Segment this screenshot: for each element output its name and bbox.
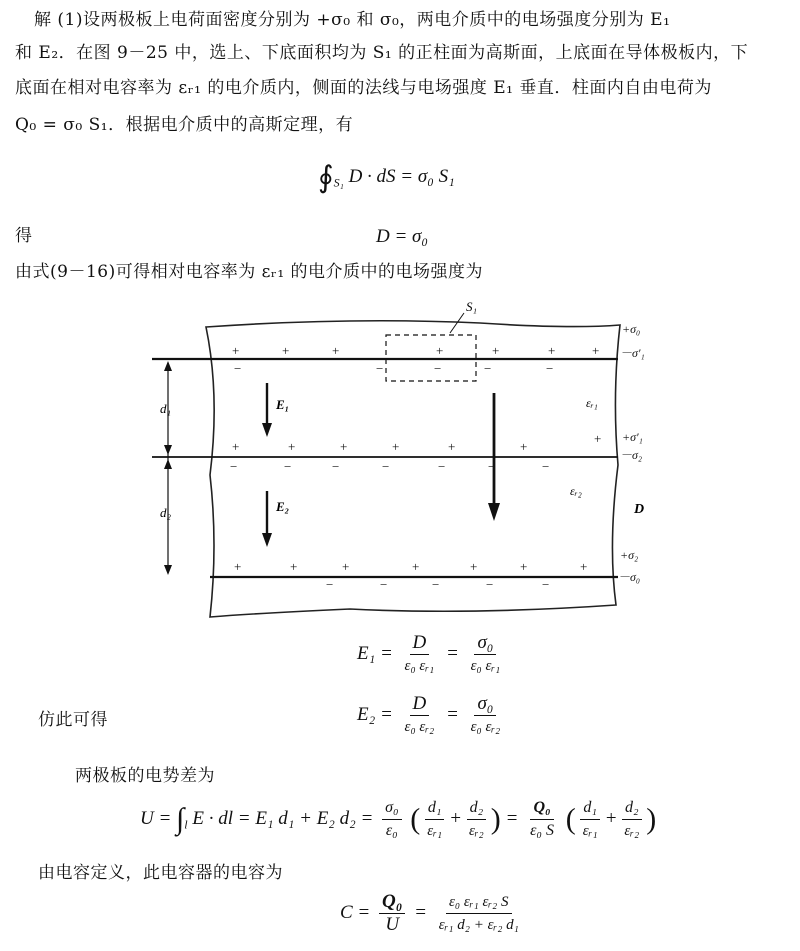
- svg-text:+: +: [392, 439, 400, 454]
- svg-text:+: +: [594, 431, 602, 446]
- equation-U: $U = \int_l$ E · dl = E₁ d₁ + E₂ d₂ = $\frac{\text{σ₀}}{\text{ε₀}}$ ( $\frac{\text{d₁}}{\text{εᵣ₁}}$ + $\frac{\text{d₂}}{\text{εᵣ₂}}$ ) = $\frac{\text{Q₀}}{\text{ε₀ S}}$ ( $\frac{\text{d₁}}{\text{εᵣ₁}}$ + $\frac{\text{d₂}}{\text{εᵣ₂}}$ ): [140, 799, 657, 839]
- svg-text:+: +: [492, 343, 500, 358]
- svg-text:+: +: [580, 559, 588, 574]
- label-E1: E₁: [276, 397, 290, 412]
- svg-text:+: +: [232, 439, 240, 454]
- text-de: 得: [15, 226, 33, 246]
- text-fangci: 仿此可得: [38, 710, 108, 730]
- E2-frac-1: $\frac{D}{\text{ε₀ εᵣ₂}}$: [404, 693, 435, 735]
- text-line-4: Q₀ = σ₀ S₁．根据电介质中的高斯定理，有: [15, 115, 354, 135]
- charge-signs: [230, 343, 601, 592]
- svg-text:−: −: [546, 361, 554, 376]
- text-line-1: 解 (1)设两极板上电荷面密度分别为 +σ₀ 和 σ₀，两电介质中的电场强度分别为 E₁: [34, 10, 671, 30]
- label-er1: εᵣ₁: [586, 396, 598, 410]
- equation-D: D = σ₀: [376, 226, 429, 247]
- E1-lhs: E₁ =: [357, 642, 393, 664]
- text-line-2: 和 E₂．在图 9－25 中，选上、下底面积均为 S₁ 的正柱面为高斯面，上底面在导体极板内，下: [15, 43, 749, 63]
- text-cap-intro: 由电容定义，此电容器的电容为: [38, 863, 283, 883]
- svg-text:+: +: [470, 559, 478, 574]
- equation-E1: E₁ = $\frac{D}{\text{ε₀ εᵣ₁}}$ = $\frac{\text{σ₀}}{\text{ε₀ εᵣ₁}}$: [357, 633, 507, 676]
- svg-text:+: +: [290, 559, 298, 574]
- integral-sign: ∫: [176, 802, 185, 836]
- gauss-body: D · dS = σ₀ S₁: [348, 165, 455, 187]
- equation-C: C = $\frac{\text{Q₀}}{U}$ = $\frac{\text{ε₀ εᵣ₁ εᵣ₂ S}}{\text{εᵣ₁ d₂ + εᵣ₂ d₁}}$: [340, 892, 526, 935]
- svg-text:−: −: [434, 361, 442, 376]
- svg-text:+: +: [342, 559, 350, 574]
- equation-E2: E₂ = $\frac{D}{\text{ε₀ εᵣ₂}}$ = $\frac{\text{σ₀}}{\text{ε₀ εᵣ₂}}$: [357, 694, 507, 737]
- text-line-3: 底面在相对电容率为 εᵣ₁ 的电介质内，侧面的法线与电场强度 E₁ 垂直．柱面内自由电荷为: [15, 78, 712, 98]
- svg-text:−: −: [234, 361, 242, 376]
- label-E2: E₂: [276, 499, 290, 514]
- label-minus-sigma1p: －σ′₁: [620, 346, 645, 360]
- integral-subscript: S₁: [333, 175, 344, 190]
- E1-frac-1: $\frac{D}{\text{ε₀ εᵣ₁}}$: [404, 632, 435, 674]
- svg-text:+: +: [412, 559, 420, 574]
- text-line-5: 由式(9－16)可得相对电容率为 εᵣ₁ 的电介质中的电场强度为: [15, 262, 484, 282]
- svg-text:−: −: [542, 459, 550, 474]
- closed-integral-sign: ∮: [318, 161, 334, 194]
- svg-text:−: −: [380, 577, 388, 592]
- label-plus-sigma2: +σ₂: [620, 548, 639, 562]
- U-frac-sigma: $\frac{\text{σ₀}}{\text{ε₀}}$: [382, 798, 401, 841]
- svg-text:+: +: [332, 343, 340, 358]
- E2-lhs: E₂ =: [357, 703, 393, 725]
- svg-text:+: +: [288, 439, 296, 454]
- E1-frac-2: $\frac{\text{σ₀}}{\text{ε₀ εᵣ₁}}$: [470, 632, 501, 674]
- capacitor-figure: [150, 295, 670, 630]
- svg-text:−: −: [376, 361, 384, 376]
- label-plus-sigma1p: +σ′₁: [622, 430, 643, 444]
- svg-text:−: −: [438, 459, 446, 474]
- E1-arrow: [262, 423, 272, 437]
- label-minus-sigma0: －σ₀: [618, 570, 641, 584]
- label-plus-sigma0: +σ₀: [622, 322, 641, 336]
- svg-text:+: +: [520, 559, 528, 574]
- label-er2: εᵣ₂: [570, 484, 582, 498]
- svg-text:+: +: [548, 343, 556, 358]
- svg-text:+: +: [340, 439, 348, 454]
- svg-text:−: −: [488, 459, 496, 474]
- svg-text:+: +: [448, 439, 456, 454]
- D-arrow: [488, 503, 500, 521]
- svg-text:−: −: [332, 459, 340, 474]
- svg-text:−: −: [230, 459, 238, 474]
- svg-text:−: −: [484, 361, 492, 376]
- C-frac-1: $\frac{\text{Q₀}}{U}$: [379, 892, 405, 935]
- svg-text:+: +: [520, 439, 528, 454]
- label-D: D: [634, 502, 645, 517]
- text-potential-intro: 两极板的电势差为: [75, 766, 215, 786]
- svg-text:−: −: [542, 577, 550, 592]
- label-minus-sigma2: －σ₂: [620, 448, 643, 462]
- svg-text:−: −: [432, 577, 440, 592]
- svg-text:−: −: [382, 459, 390, 474]
- svg-text:+: +: [436, 343, 444, 358]
- E2-frac-2: $\frac{\text{σ₀}}{\text{ε₀ εᵣ₂}}$: [470, 693, 501, 735]
- label-d2: d₂: [160, 505, 172, 520]
- svg-text:+: +: [282, 343, 290, 358]
- svg-text:−: −: [326, 577, 334, 592]
- gauss-equation: [318, 160, 455, 195]
- label-S1: S₁: [466, 299, 478, 314]
- svg-text:+: +: [592, 343, 600, 358]
- E2-arrow: [262, 533, 272, 547]
- U-frac-Q: $\frac{\text{Q₀}}{\text{ε₀ S}}$: [530, 799, 554, 839]
- svg-text:+: +: [232, 343, 240, 358]
- svg-text:+: +: [234, 559, 242, 574]
- svg-text:−: −: [284, 459, 292, 474]
- C-frac-2: $\frac{\text{ε₀ εᵣ₁ εᵣ₂ S}}{\text{εᵣ₁ d₂ + εᵣ₂ d₁}}$: [438, 894, 519, 933]
- label-d1: d₁: [160, 401, 172, 416]
- svg-text:−: −: [486, 577, 494, 592]
